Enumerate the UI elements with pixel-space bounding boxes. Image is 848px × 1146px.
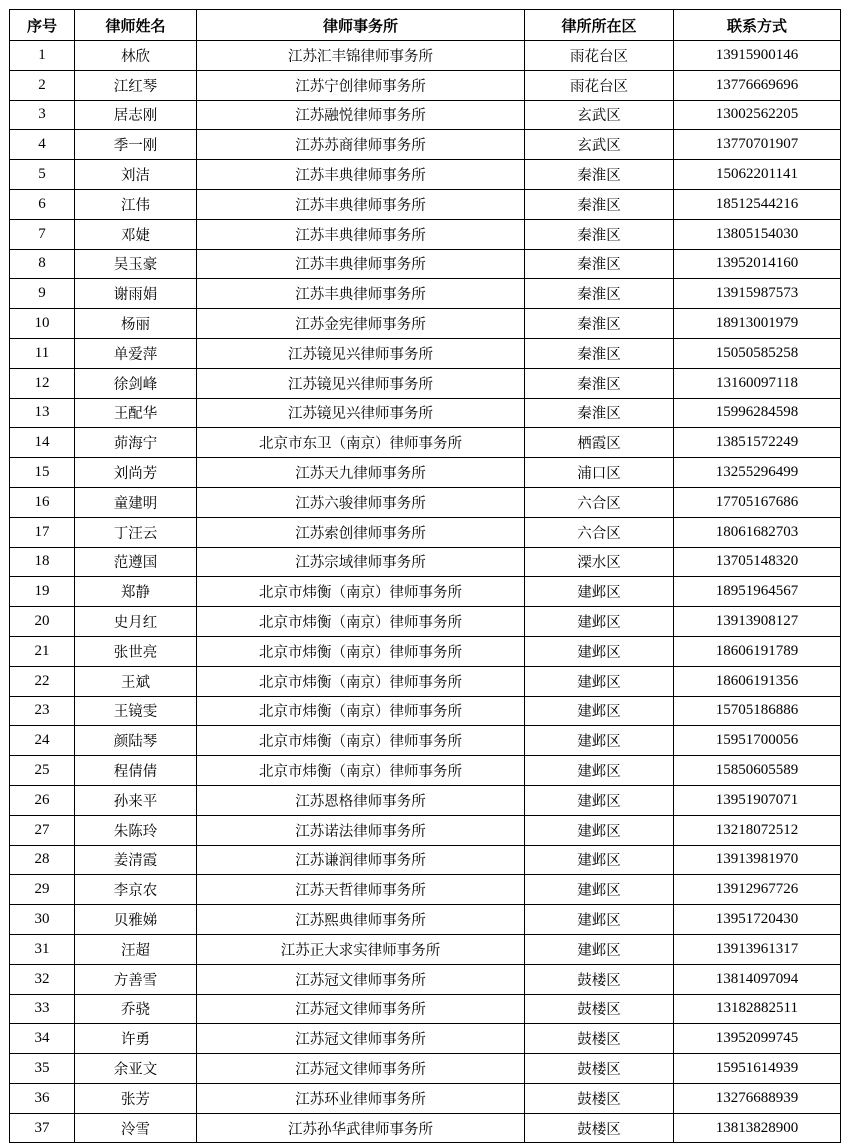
table-row (10, 1024, 841, 1054)
cell-law-firm: 江苏宗域律师事务所 (197, 547, 525, 577)
cell-lawyer-name: 谢雨娟 (75, 279, 197, 309)
cell-law-firm: 江苏环业律师事务所 (197, 1083, 525, 1113)
cell-district: 建邺区 (525, 696, 674, 726)
cell-phone: 13182882511 (674, 994, 841, 1024)
cell-district: 雨花台区 (525, 70, 674, 100)
table-body (10, 41, 841, 1143)
cell-phone: 13813828900 (674, 1113, 841, 1143)
cell-lawyer-name: 刘尚芳 (75, 458, 197, 488)
cell-lawyer-name: 王斌 (75, 666, 197, 696)
cell-district: 栖霞区 (525, 428, 674, 458)
cell-district: 鼓楼区 (525, 1083, 674, 1113)
table-row (10, 875, 841, 905)
table-row (10, 845, 841, 875)
cell-lawyer-name: 吴玉豪 (75, 249, 197, 279)
cell-lawyer-name: 孙来平 (75, 785, 197, 815)
table-row (10, 726, 841, 756)
table-row (10, 934, 841, 964)
cell-district: 建邺区 (525, 756, 674, 786)
cell-lawyer-name: 单爱萍 (75, 338, 197, 368)
cell-index: 22 (10, 666, 75, 696)
cell-district: 建邺区 (525, 636, 674, 666)
cell-lawyer-name: 王配华 (75, 398, 197, 428)
cell-phone: 13951720430 (674, 905, 841, 935)
cell-phone: 13915900146 (674, 41, 841, 71)
cell-district: 玄武区 (525, 130, 674, 160)
table-row (10, 815, 841, 845)
table-row (10, 547, 841, 577)
cell-district: 建邺区 (525, 875, 674, 905)
header-law-firm: 律师事务所 (197, 10, 525, 41)
cell-index: 35 (10, 1054, 75, 1084)
cell-district: 建邺区 (525, 845, 674, 875)
cell-index: 36 (10, 1083, 75, 1113)
cell-district: 建邺区 (525, 726, 674, 756)
cell-phone: 15705186886 (674, 696, 841, 726)
cell-district: 建邺区 (525, 934, 674, 964)
table-row (10, 905, 841, 935)
cell-index: 2 (10, 70, 75, 100)
cell-lawyer-name: 乔骁 (75, 994, 197, 1024)
cell-district: 秦淮区 (525, 219, 674, 249)
cell-phone: 13276688939 (674, 1083, 841, 1113)
cell-lawyer-name: 范遵国 (75, 547, 197, 577)
table-row (10, 487, 841, 517)
table-row (10, 666, 841, 696)
header-contact: 联系方式 (674, 10, 841, 41)
cell-lawyer-name: 邓婕 (75, 219, 197, 249)
cell-district: 建邺区 (525, 815, 674, 845)
cell-index: 27 (10, 815, 75, 845)
cell-index: 21 (10, 636, 75, 666)
cell-district: 浦口区 (525, 458, 674, 488)
cell-index: 34 (10, 1024, 75, 1054)
cell-law-firm: 江苏金宪律师事务所 (197, 309, 525, 339)
cell-district: 鼓楼区 (525, 1113, 674, 1143)
cell-index: 1 (10, 41, 75, 71)
table-row (10, 458, 841, 488)
cell-index: 4 (10, 130, 75, 160)
cell-phone: 13851572249 (674, 428, 841, 458)
cell-lawyer-name: 史月红 (75, 607, 197, 637)
table-row (10, 219, 841, 249)
cell-phone: 18061682703 (674, 517, 841, 547)
table-row (10, 189, 841, 219)
cell-phone: 13776669696 (674, 70, 841, 100)
cell-lawyer-name: 林欣 (75, 41, 197, 71)
table-row (10, 964, 841, 994)
cell-district: 鼓楼区 (525, 964, 674, 994)
cell-law-firm: 江苏苏商律师事务所 (197, 130, 525, 160)
cell-index: 12 (10, 368, 75, 398)
cell-index: 3 (10, 100, 75, 130)
cell-district: 玄武区 (525, 100, 674, 130)
cell-phone: 15062201141 (674, 160, 841, 190)
table-row (10, 428, 841, 458)
table-row (10, 309, 841, 339)
cell-law-firm: 江苏丰典律师事务所 (197, 160, 525, 190)
table-row (10, 160, 841, 190)
cell-lawyer-name: 杨丽 (75, 309, 197, 339)
cell-district: 鼓楼区 (525, 1024, 674, 1054)
table-row (10, 785, 841, 815)
cell-index: 25 (10, 756, 75, 786)
cell-law-firm: 江苏天九律师事务所 (197, 458, 525, 488)
cell-index: 31 (10, 934, 75, 964)
cell-lawyer-name: 姜清霞 (75, 845, 197, 875)
cell-phone: 15050585258 (674, 338, 841, 368)
cell-phone: 13915987573 (674, 279, 841, 309)
table-row (10, 70, 841, 100)
cell-index: 13 (10, 398, 75, 428)
cell-index: 24 (10, 726, 75, 756)
cell-lawyer-name: 江伟 (75, 189, 197, 219)
cell-phone: 18606191789 (674, 636, 841, 666)
cell-district: 秦淮区 (525, 160, 674, 190)
cell-phone: 18606191356 (674, 666, 841, 696)
cell-lawyer-name: 丁汪云 (75, 517, 197, 547)
cell-district: 建邺区 (525, 577, 674, 607)
cell-phone: 15996284598 (674, 398, 841, 428)
table-row (10, 1083, 841, 1113)
cell-law-firm: 北京市炜衡（南京）律师事务所 (197, 577, 525, 607)
cell-index: 32 (10, 964, 75, 994)
cell-index: 37 (10, 1113, 75, 1143)
table-row (10, 696, 841, 726)
cell-law-firm: 江苏丰典律师事务所 (197, 249, 525, 279)
cell-phone: 13912967726 (674, 875, 841, 905)
cell-lawyer-name: 方善雪 (75, 964, 197, 994)
cell-lawyer-name: 张芳 (75, 1083, 197, 1113)
cell-district: 六合区 (525, 487, 674, 517)
cell-district: 秦淮区 (525, 398, 674, 428)
cell-phone: 13952099745 (674, 1024, 841, 1054)
table-row (10, 41, 841, 71)
header-index: 序号 (10, 10, 75, 41)
cell-index: 15 (10, 458, 75, 488)
cell-district: 秦淮区 (525, 249, 674, 279)
cell-district: 建邺区 (525, 905, 674, 935)
cell-law-firm: 北京市炜衡（南京）律师事务所 (197, 696, 525, 726)
cell-lawyer-name: 居志刚 (75, 100, 197, 130)
cell-law-firm: 江苏融悦律师事务所 (197, 100, 525, 130)
cell-index: 14 (10, 428, 75, 458)
cell-index: 30 (10, 905, 75, 935)
cell-index: 23 (10, 696, 75, 726)
cell-index: 17 (10, 517, 75, 547)
lawyer-roster-table (9, 9, 841, 1143)
cell-law-firm: 江苏正大求实律师事务所 (197, 934, 525, 964)
cell-phone: 15951700056 (674, 726, 841, 756)
cell-district: 秦淮区 (525, 368, 674, 398)
cell-lawyer-name: 李京农 (75, 875, 197, 905)
cell-index: 33 (10, 994, 75, 1024)
table-header (10, 10, 841, 41)
cell-law-firm: 江苏索创律师事务所 (197, 517, 525, 547)
cell-law-firm: 北京市东卫（南京）律师事务所 (197, 428, 525, 458)
cell-index: 10 (10, 309, 75, 339)
cell-phone: 18512544216 (674, 189, 841, 219)
table-row (10, 517, 841, 547)
cell-lawyer-name: 江红琴 (75, 70, 197, 100)
cell-law-firm: 江苏冠文律师事务所 (197, 1054, 525, 1084)
cell-law-firm: 江苏天哲律师事务所 (197, 875, 525, 905)
cell-index: 16 (10, 487, 75, 517)
cell-phone: 13705148320 (674, 547, 841, 577)
cell-lawyer-name: 季一刚 (75, 130, 197, 160)
cell-district: 秦淮区 (525, 189, 674, 219)
cell-lawyer-name: 许勇 (75, 1024, 197, 1054)
table-row (10, 279, 841, 309)
cell-lawyer-name: 汪超 (75, 934, 197, 964)
cell-phone: 17705167686 (674, 487, 841, 517)
cell-district: 溧水区 (525, 547, 674, 577)
cell-district: 鼓楼区 (525, 1054, 674, 1084)
table-row (10, 368, 841, 398)
cell-index: 26 (10, 785, 75, 815)
cell-district: 秦淮区 (525, 309, 674, 339)
cell-index: 8 (10, 249, 75, 279)
cell-law-firm: 江苏镜见兴律师事务所 (197, 398, 525, 428)
cell-district: 鼓楼区 (525, 994, 674, 1024)
cell-law-firm: 北京市炜衡（南京）律师事务所 (197, 726, 525, 756)
cell-lawyer-name: 徐剑峰 (75, 368, 197, 398)
cell-index: 19 (10, 577, 75, 607)
cell-phone: 13805154030 (674, 219, 841, 249)
cell-law-firm: 江苏丰典律师事务所 (197, 189, 525, 219)
cell-index: 18 (10, 547, 75, 577)
cell-phone: 18913001979 (674, 309, 841, 339)
cell-law-firm: 江苏镜见兴律师事务所 (197, 368, 525, 398)
cell-law-firm: 北京市炜衡（南京）律师事务所 (197, 607, 525, 637)
cell-lawyer-name: 郑静 (75, 577, 197, 607)
cell-phone: 13160097118 (674, 368, 841, 398)
header-row (10, 10, 841, 41)
cell-index: 28 (10, 845, 75, 875)
cell-lawyer-name: 朱陈玲 (75, 815, 197, 845)
cell-index: 9 (10, 279, 75, 309)
cell-phone: 13002562205 (674, 100, 841, 130)
cell-phone: 13770701907 (674, 130, 841, 160)
cell-phone: 13952014160 (674, 249, 841, 279)
cell-law-firm: 江苏熙典律师事务所 (197, 905, 525, 935)
cell-index: 20 (10, 607, 75, 637)
cell-phone: 13913981970 (674, 845, 841, 875)
cell-phone: 13218072512 (674, 815, 841, 845)
header-lawyer-name: 律师姓名 (75, 10, 197, 41)
cell-lawyer-name: 张世亮 (75, 636, 197, 666)
table-row (10, 398, 841, 428)
cell-law-firm: 北京市炜衡（南京）律师事务所 (197, 666, 525, 696)
cell-index: 11 (10, 338, 75, 368)
cell-phone: 18951964567 (674, 577, 841, 607)
cell-phone: 13255296499 (674, 458, 841, 488)
cell-law-firm: 江苏镜见兴律师事务所 (197, 338, 525, 368)
cell-district: 建邺区 (525, 666, 674, 696)
cell-district: 建邺区 (525, 785, 674, 815)
cell-law-firm: 江苏丰典律师事务所 (197, 279, 525, 309)
cell-law-firm: 江苏冠文律师事务所 (197, 994, 525, 1024)
table-row (10, 994, 841, 1024)
cell-law-firm: 北京市炜衡（南京）律师事务所 (197, 756, 525, 786)
table-row (10, 607, 841, 637)
cell-district: 六合区 (525, 517, 674, 547)
cell-law-firm: 江苏孙华武律师事务所 (197, 1113, 525, 1143)
cell-district: 雨花台区 (525, 41, 674, 71)
table-row (10, 338, 841, 368)
cell-phone: 13951907071 (674, 785, 841, 815)
cell-index: 29 (10, 875, 75, 905)
cell-lawyer-name: 童建明 (75, 487, 197, 517)
cell-lawyer-name: 王镜雯 (75, 696, 197, 726)
cell-law-firm: 北京市炜衡（南京）律师事务所 (197, 636, 525, 666)
cell-index: 7 (10, 219, 75, 249)
cell-law-firm: 江苏恩格律师事务所 (197, 785, 525, 815)
cell-lawyer-name: 泠雪 (75, 1113, 197, 1143)
cell-law-firm: 江苏诺法律师事务所 (197, 815, 525, 845)
cell-lawyer-name: 茆海宁 (75, 428, 197, 458)
cell-law-firm: 江苏汇丰锦律师事务所 (197, 41, 525, 71)
table-row (10, 100, 841, 130)
table-row (10, 1054, 841, 1084)
cell-law-firm: 江苏冠文律师事务所 (197, 964, 525, 994)
cell-law-firm: 江苏冠文律师事务所 (197, 1024, 525, 1054)
cell-lawyer-name: 颜陆琴 (75, 726, 197, 756)
cell-lawyer-name: 余亚文 (75, 1054, 197, 1084)
cell-district: 秦淮区 (525, 279, 674, 309)
table-row (10, 1113, 841, 1143)
cell-phone: 13814097094 (674, 964, 841, 994)
cell-phone: 13913908127 (674, 607, 841, 637)
table-row (10, 249, 841, 279)
cell-law-firm: 江苏六骏律师事务所 (197, 487, 525, 517)
cell-law-firm: 江苏谦润律师事务所 (197, 845, 525, 875)
header-district: 律所所在区 (525, 10, 674, 41)
cell-lawyer-name: 刘洁 (75, 160, 197, 190)
cell-lawyer-name: 程倩倩 (75, 756, 197, 786)
cell-phone: 15850605589 (674, 756, 841, 786)
table-row (10, 636, 841, 666)
cell-lawyer-name: 贝雅娣 (75, 905, 197, 935)
table-row (10, 756, 841, 786)
cell-index: 6 (10, 189, 75, 219)
table-row (10, 130, 841, 160)
cell-district: 秦淮区 (525, 338, 674, 368)
cell-district: 建邺区 (525, 607, 674, 637)
cell-law-firm: 江苏宁创律师事务所 (197, 70, 525, 100)
cell-phone: 13913961317 (674, 934, 841, 964)
cell-phone: 15951614939 (674, 1054, 841, 1084)
table-row (10, 577, 841, 607)
cell-law-firm: 江苏丰典律师事务所 (197, 219, 525, 249)
cell-index: 5 (10, 160, 75, 190)
